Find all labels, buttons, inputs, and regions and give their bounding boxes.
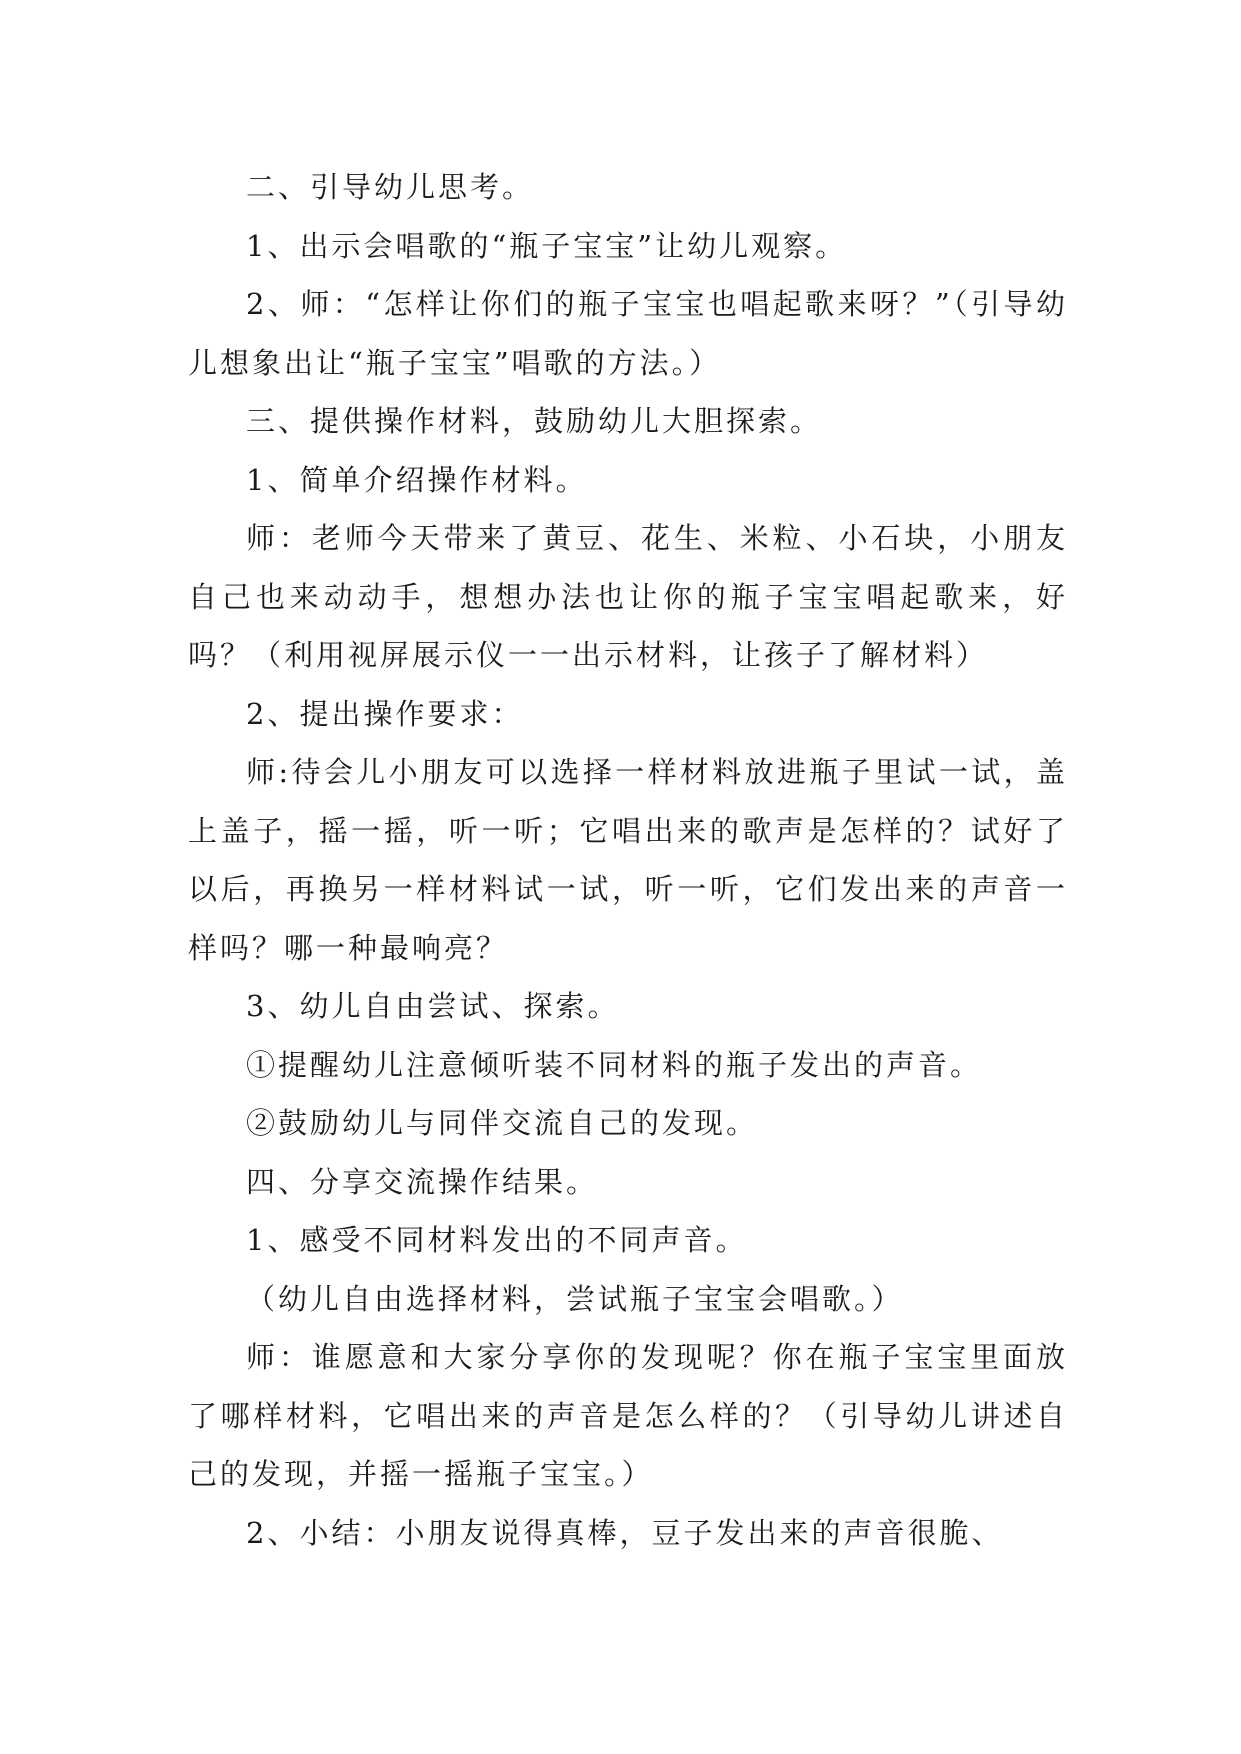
paragraph: 3、幼儿自由尝试、探索。	[246, 989, 620, 1023]
paragraph: 1、感受不同材料发出的不同声音。	[246, 1223, 748, 1257]
section-heading-3: 三、提供操作材料，鼓励幼儿大胆探索。	[246, 404, 823, 438]
paragraph: 1、出示会唱歌的“瓶子宝宝”让幼儿观察。	[246, 228, 848, 263]
paragraph: 1、简单介绍操作材料。	[246, 462, 588, 497]
paragraph: 2、小结：小朋友说得真棒，豆子发出来的声音很脆、	[246, 1515, 1004, 1550]
section-heading-4: 四、分享交流操作结果。	[246, 1164, 599, 1199]
paragraph: 2、提出操作要求：	[246, 696, 524, 731]
paragraph: （幼儿自由选择材料，尝试瓶子宝宝会唱歌。）	[246, 1281, 904, 1316]
section-heading-2: 二、引导幼儿思考。	[246, 170, 535, 204]
paragraph: ①提醒幼儿注意倾听装不同材料的瓶子发出的声音。	[246, 1047, 983, 1082]
paragraph: 师:待会儿小朋友可以选择一样材料放进瓶子里试一试，盖上盖子，摇一摇，听一听；它唱出来的歌声是怎样的？试好了以后，再换另一样材料试一试，听一听，它们发出来的声音一样吗？哪一种最响亮？	[188, 755, 1068, 965]
paragraph: 师：谁愿意和大家分享你的发现呢？你在瓶子宝宝里面放了哪样材料，它唱出来的声音是怎么样的？（引导幼儿讲述自己的发现，并摇一摇瓶子宝宝。）	[188, 1340, 1068, 1491]
paragraph: 师：老师今天带来了黄豆、花生、米粒、小石块，小朋友自己也来动动手，想想办法也让你的瓶子宝宝唱起歌来，好吗？（利用视屏展示仪一一出示材料，让孩子了解材料）	[188, 521, 1068, 672]
paragraph: ②鼓励幼儿与同伴交流自己的发现。	[246, 1106, 759, 1140]
paragraph: 2、师：“怎样让你们的瓶子宝宝也唱起歌来呀？”（引导幼儿想象出让“瓶子宝宝”唱歌的方法。）	[188, 287, 1068, 380]
body-text	[188, 158, 1068, 1562]
